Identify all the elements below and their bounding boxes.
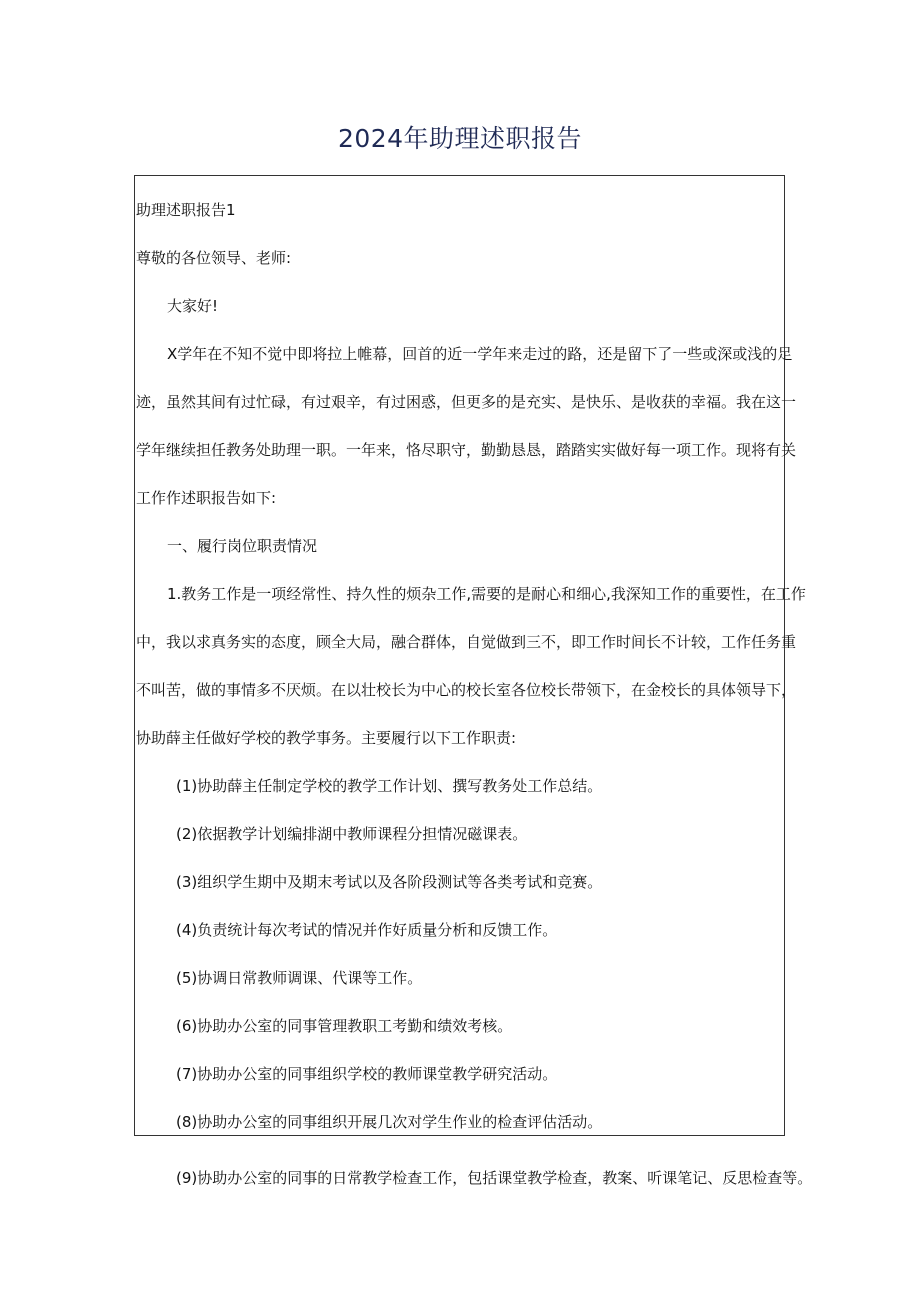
content-frame — [134, 175, 806, 1136]
paragraph-line: 工作作述职报告如下: — [136, 489, 277, 507]
greeting: 大家好! — [167, 297, 219, 315]
paragraph-line: 中，我以求真务实的态度，顾全大局，融合群体，自觉做到三不，即工作时间长不计较，工作任务重 — [136, 633, 797, 651]
section-heading: 一、履行岗位职责情况 — [167, 537, 318, 555]
duty-item: (9)协助办公室的同事的日常教学检查工作，包括课堂教学检查，教案、听课笔记、反思检查等。 — [176, 1169, 813, 1187]
duty-item: (6)协助办公室的同事管理教职工考勤和绩效考核。 — [176, 1017, 513, 1035]
duty-item: (2)依据教学计划编排湖中教师课程分担情况磁课表。 — [176, 825, 528, 843]
document-title: 2024年助理述职报告 — [337, 124, 583, 153]
paragraph-line: 1.教务工作是一项经常性、持久性的烦杂工作,需要的是耐心和细心,我深知工作的重要性，在工作 — [167, 585, 806, 603]
duty-item: (1)协助薛主任制定学校的教学工作计划、撰写教务处工作总结。 — [176, 777, 603, 795]
duty-item: (3)组织学生期中及期末考试以及各阶段测试等各类考试和竞赛。 — [176, 873, 603, 891]
paragraph-line: 不叫苦，做的事情多不厌烦。在以壮校长为中心的校长室各位校长带领下，在金校长的具体领导下， — [136, 681, 797, 699]
paragraph-line: X学年在不知不觉中即将拉上帷幕，回首的近一学年来走过的路，还是留下了一些或深或浅的足 — [167, 345, 793, 363]
salutation: 尊敬的各位领导、老师: — [136, 249, 292, 267]
paragraph-line: 学年继续担任教务处助理一职。一年来，恪尽职守，勤勤恳恳，踏踏实实做好每一项工作。现将有关 — [136, 441, 797, 459]
paragraph-line: 协助薛主任做好学校的教学事务。主要履行以下工作职责: — [136, 729, 517, 747]
duty-item: (5)协调日常教师调课、代课等工作。 — [176, 969, 423, 987]
duty-item: (7)协助办公室的同事组织学校的教师课堂教学研究活动。 — [176, 1065, 558, 1083]
duty-item: (8)协助办公室的同事组织开展几次对学生作业的检查评估活动。 — [176, 1113, 603, 1131]
duty-item: (4)负责统计每次考试的情况并作好质量分析和反馈工作。 — [176, 921, 558, 939]
paragraph-line: 迹，虽然其间有过忙碌，有过艰辛，有过困惑，但更多的是充实、是快乐、是收获的幸福。我在这一 — [136, 393, 797, 411]
report-subtitle: 助理述职报告1 — [136, 201, 236, 219]
